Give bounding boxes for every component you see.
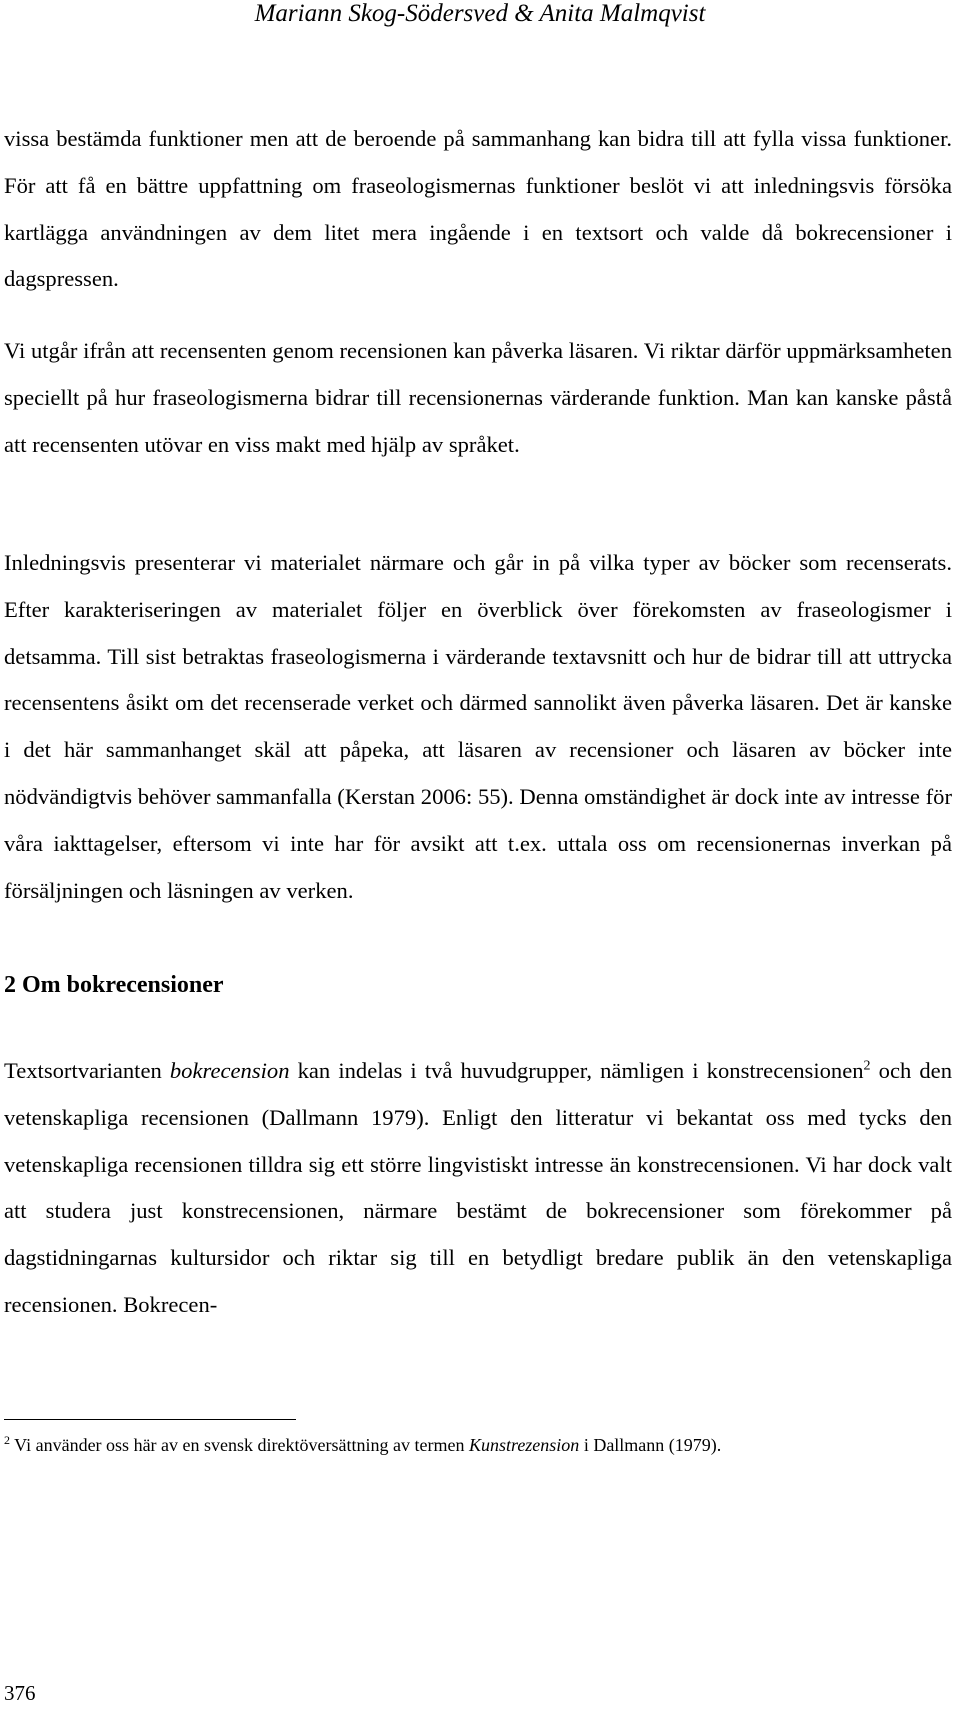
footnote-term: Kunstrezension [468,1435,580,1455]
paragraph-1: vissa bestämda funktioner men att de beroende på sammanhang kan bidra till att fylla vissa funktioner. För att få en bättre uppfattning om fraseologismernas funktioner beslöt vi att inledningsvis försöka kartlägga användningen av dem litet mera ingående i en textsort och valde då bokrecensioner i dagspressen. [4,126,952,292]
footnote-reference[interactable]: 2 [863,1058,871,1074]
paragraph-3: Inledningsvis presenterar vi materialet närmare och går in på vilka typer av böcker som recenserats. Efter karakteriseringen av materialet följer en överblick över förekomsten av fraseologismer i detsamma. Till sist betraktas fraseologismerna i värderande textavsnitt och hur de bidrar till att uttrycka recensentens åsikt om det recenserade verket och därmed sannolikt även påverka läsaren. Det är kanske i det här sammanhanget skäl att påpeka, att läsaren av recensioner och läsaren av böcker inte nödvändigtvis behöver sammanfalla (Kerstan 2006: 55). Denna omständighet är dock inte av intresse för våra iakttagelser, eftersom vi inte har för avsikt att t.ex. uttala oss om recensionernas inverkan på försäljningen och läsningen av verken. [4,550,952,903]
paragraph-4-text-b: kan indelas i två huvudgrupper, nämligen i konstrecensionen [289,1058,864,1083]
footnote [4,1430,952,1460]
paragraph-2: Vi utgår ifrån att recensenten genom recensionen kan påverka läsaren. Vi riktar därför uppmärksamheten speciellt på hur fraseologismerna bidrar till recensionernas värderande funktion. Man kan kanske påstå att recensenten utövar en viss makt med hjälp av språket. [4,338,952,457]
paragraph-4-text-a: Textsortvarianten [4,1058,170,1083]
footnote-number: 2 [4,1433,10,1447]
term-bokrecension: bokrecension [169,1058,290,1083]
page-number: 376 [4,1681,36,1705]
paragraph-4-text-c: och den vetenskapliga recensionen (Dallmann 1979). Enligt den litteratur vi bekantat oss med tycks den vetenskapliga recensionen tilldra sig ett större lingvistiskt intresse än konstrecensionen. Vi har dock valt att studera just konstrecensionen, närmare bestämt de bokrecensioner som förekommer på dagstidningarnas kultursidor och riktar sig till en betydligt bredare publik än den vetenskapliga recensionen. Bokrecen- [4,1058,952,1317]
footnote-divider [4,1419,296,1420]
paragraph-4 [4,1048,952,1329]
section-heading: 2 Om bokrecensioner [4,972,224,998]
running-header: Mariann Skog-Södersved & Anita Malmqvist [254,0,706,27]
footnote-text-b: i Dallmann (1979). [579,1435,722,1455]
footnote-text-a: Vi använder oss här av en svensk direktöversättning av termen [10,1435,469,1455]
